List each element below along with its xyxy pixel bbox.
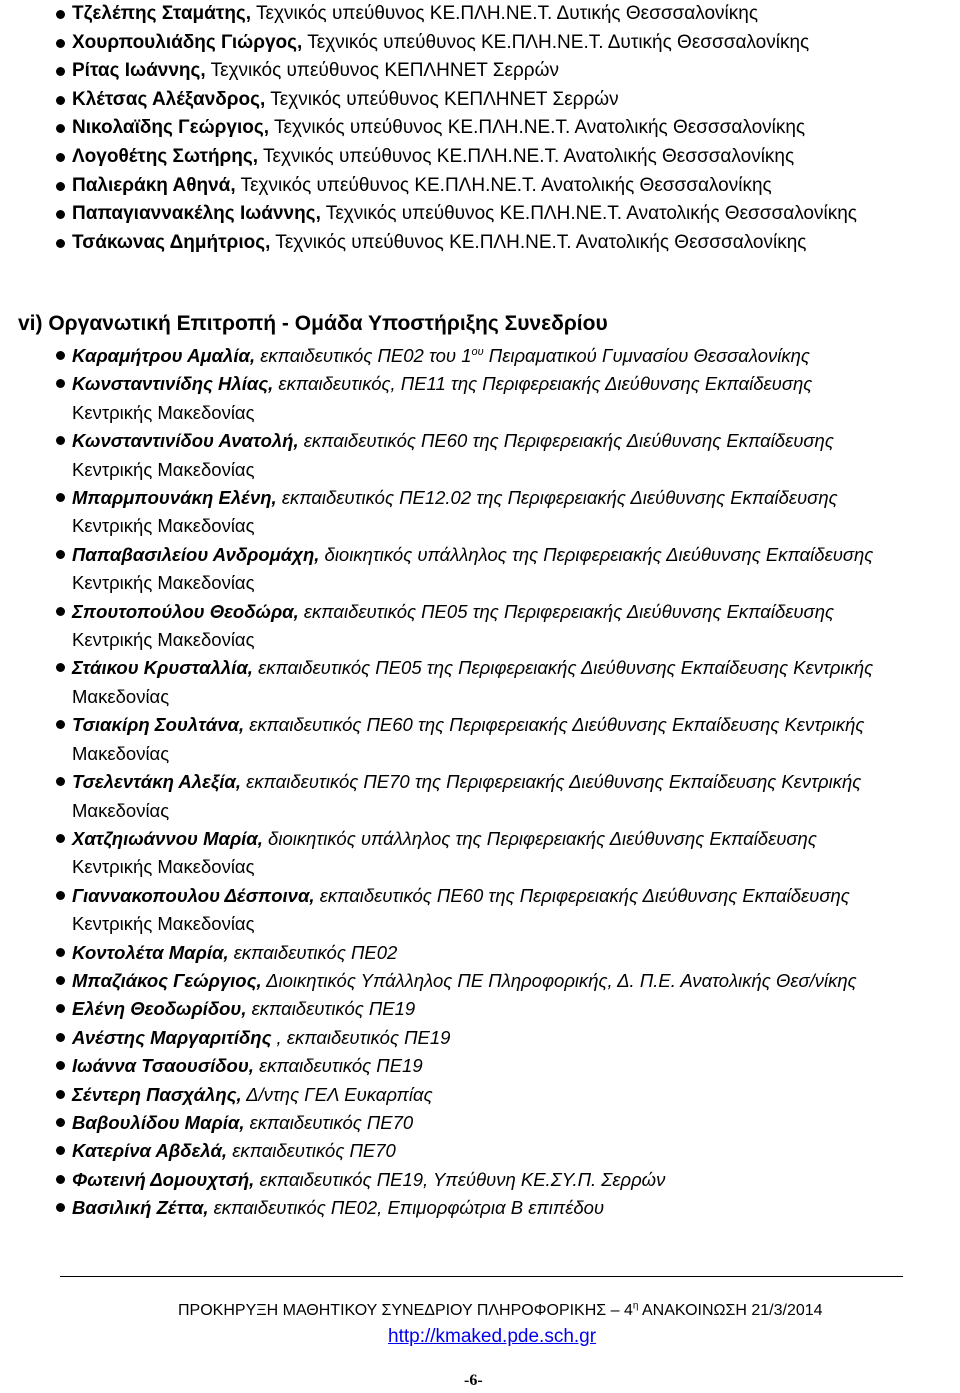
committee-member-item	[56, 484, 960, 541]
committee-member-item	[56, 1081, 960, 1109]
person-role: διοικητικός υπάλληλος της Περιφερειακής Διεύθυνσης Εκπαίδευσης	[262, 827, 817, 849]
bullet-icon	[56, 182, 65, 191]
technician-item	[56, 143, 956, 172]
person-role-wrap: Κεντρικής Μακεδονίας	[72, 572, 255, 594]
member-line	[72, 430, 834, 451]
person-role: Τεχνικός υπεύθυνος ΚΕ.ΠΛΗ.ΝΕ.Τ. Ανατολικής Θεσσσαλονίκης	[269, 117, 806, 139]
member-line	[72, 544, 873, 565]
person-role: Τεχνικός υπεύθυνος ΚΕ.ΠΛΗ.ΝΕ.Τ. Δυτικής Θεσσσαλονίκης	[251, 3, 758, 24]
person-role: εκπαιδευτικός ΠΕ05 της Περιφερειακής Διεύθυνσης Εκπαίδευσης Κεντρικής	[252, 657, 874, 679]
committee-member-item	[56, 1166, 960, 1194]
bullet-icon	[56, 1004, 65, 1013]
member-line	[72, 1027, 450, 1048]
person-name: Παλιεράκη Αθηνά,	[72, 174, 236, 196]
bullet-icon	[56, 663, 65, 672]
technician-item	[56, 229, 956, 258]
member-line	[72, 1084, 433, 1105]
committee-member-item	[56, 1137, 960, 1165]
person-name: Ρίτας Ιωάννης,	[72, 60, 206, 82]
person-name: Τζελέπης Σταμάτης,	[72, 3, 252, 24]
person-name: Κατερίνα Αβδελά,	[72, 1140, 228, 1162]
page-number: -6-	[464, 1372, 483, 1389]
member-line	[72, 1055, 423, 1076]
member-line	[72, 828, 817, 849]
person-role: εκπαιδευτικός ΠΕ70	[227, 1140, 396, 1162]
person-name: Παπαγιαννακέλης Ιωάννης,	[72, 203, 321, 225]
committee-member-item	[56, 1052, 960, 1080]
committee-member-item	[56, 541, 960, 598]
member-line	[72, 942, 397, 963]
footer-website-link[interactable]: http://kmaked.pde.sch.gr	[388, 1326, 597, 1347]
person-name: Φωτεινή Δομουχτσή,	[72, 1168, 255, 1190]
member-line	[72, 487, 838, 508]
technician-item	[56, 172, 956, 201]
person-name: Χατζηιωάννου Μαρία,	[72, 827, 263, 849]
committee-member-item	[56, 370, 960, 427]
committee-member-item	[56, 768, 960, 825]
bullet-icon	[56, 210, 65, 219]
bullet-icon	[56, 10, 65, 19]
technician-item	[56, 114, 956, 143]
member-line	[72, 657, 873, 678]
person-name: Χουρπουλιάδης Γιώργος,	[72, 31, 303, 53]
member-line	[72, 885, 850, 906]
person-name: Κωνσταντινίδου Ανατολή,	[72, 430, 299, 452]
bullet-icon	[56, 493, 65, 502]
bullet-icon	[56, 1061, 65, 1070]
bullet-icon	[56, 1033, 65, 1042]
footer-text-before: ΠΡΟΚΗΡΥΞΗ ΜΑΘΗΤΙΚΟΥ ΣΥΝΕΔΡΙΟΥ ΠΛΗΡΟΦΟΡΙΚΗΣ – 4	[178, 1302, 633, 1319]
person-role: Τεχνικός υπεύθυνος ΚΕΠΛΗΝΕΤ Σερρών	[265, 88, 619, 110]
person-role-wrap: Κεντρικής Μακεδονίας	[72, 913, 255, 935]
person-role: διοικητικός υπάλληλος της Περιφερειακής Διεύθυνσης Εκπαίδευσης	[319, 543, 874, 565]
technician-item	[56, 57, 956, 86]
bullet-icon	[56, 67, 65, 76]
bullet-icon	[56, 1118, 65, 1127]
committee-member-item	[56, 882, 960, 939]
person-name: Ανέστης Μαργαριτίδης	[72, 1026, 272, 1048]
committee-member-item	[56, 1024, 960, 1052]
member-line	[72, 1112, 413, 1133]
committee-member-item	[56, 342, 960, 370]
bullet-icon	[56, 239, 65, 248]
person-role: Τεχνικός υπεύθυνος ΚΕ.ΠΛΗ.ΝΕ.Τ. Ανατολικής Θεσσσαλονίκης	[320, 203, 857, 225]
person-role-continued: Πειραματικού Γυμνασίου Θεσσαλονίκης	[483, 345, 810, 366]
bullet-icon	[56, 1175, 65, 1184]
committee-member-item	[56, 825, 960, 882]
person-role-wrap: Μακεδονίας	[72, 799, 170, 821]
person-role: εκπαιδευτικός ΠΕ19	[246, 998, 416, 1020]
bullet-icon	[56, 607, 65, 616]
bullet-icon	[56, 351, 65, 360]
person-role-wrap: Κεντρικής Μακεδονίας	[72, 629, 255, 651]
person-name: Ελένη Θεοδωρίδου,	[72, 998, 247, 1020]
person-role: εκπαιδευτικός ΠΕ12.02 της Περιφερειακής Διεύθυνσης Εκπαίδευσης	[276, 487, 838, 509]
person-role-wrap: Κεντρικής Μακεδονίας	[72, 856, 255, 878]
person-name: Λογοθέτης Σωτήρης,	[72, 145, 259, 167]
member-line	[72, 1140, 396, 1161]
person-role: Τεχνικός υπεύθυνος ΚΕ.ΠΛΗ.ΝΕ.Τ. Δυτικής Θεσσσαλονίκης	[302, 31, 810, 53]
person-name: Γιαννακοπουλου Δέσποινα,	[72, 884, 315, 906]
person-role-wrap: Μακεδονίας	[72, 685, 170, 707]
person-role: εκπαιδευτικός ΠΕ05 της Περιφερειακής Διεύθυνσης Εκπαίδευσης	[298, 600, 834, 622]
person-role: εκπαιδευτικός ΠΕ19	[253, 1055, 423, 1077]
bullet-icon	[56, 379, 65, 388]
footer-text-after: ΑΝΑΚΟΙΝΩΣΗ 21/3/2014	[638, 1302, 823, 1319]
person-name: Κλέτσας Αλέξανδρος,	[72, 88, 266, 110]
bullet-icon	[56, 1090, 65, 1099]
person-name: Καραμήτρου Αμαλία,	[72, 345, 256, 366]
person-role: Τεχνικός υπεύθυνος ΚΕ.ΠΛΗ.ΝΕ.Τ. Ανατολικής Θεσσσαλονίκης	[258, 145, 795, 167]
member-line	[72, 601, 834, 622]
person-name: Τσιακίρη Σουλτάνα,	[72, 714, 245, 736]
committee-member-item	[56, 1109, 960, 1137]
committee-member-item	[56, 598, 960, 655]
member-line	[72, 970, 857, 991]
person-role: εκπαιδευτικός, ΠΕ11 της Περιφερειακής Διεύθυνσης Εκπαίδευσης	[273, 373, 813, 395]
bullet-icon	[56, 891, 65, 900]
member-line	[72, 1169, 665, 1190]
person-name: Στάικου Κρυσταλλία,	[72, 657, 253, 679]
footer-announcement	[178, 1302, 823, 1320]
bullet-icon	[56, 1146, 65, 1155]
ordinal-superscript: ου	[471, 345, 484, 358]
person-name: Μπαρμπουνάκη Ελένη,	[72, 487, 277, 509]
person-role-wrap: Κεντρικής Μακεδονίας	[72, 458, 255, 480]
bullet-icon	[56, 1203, 65, 1212]
bullet-icon	[56, 720, 65, 729]
section-heading: vi) Οργανωτική Επιτροπή - Ομάδα Υποστήριξης Συνεδρίου	[18, 312, 608, 335]
person-role: εκπαιδευτικός ΠΕ02 του 1	[255, 345, 472, 366]
committee-member-item	[56, 711, 960, 768]
member-line	[72, 998, 415, 1019]
person-role: Τεχνικός υπεύθυνος ΚΕ.ΠΛΗ.ΝΕ.Τ. Ανατολικής Θεσσσαλονίκης	[270, 231, 807, 253]
person-name: Σέντερη Πασχάλης,	[72, 1083, 242, 1105]
person-role: εκπαιδευτικός ΠΕ19, Υπεύθυνη ΚΕ.ΣΥ.Π. Σερρών	[254, 1168, 666, 1190]
person-role: εκπαιδευτικός ΠΕ60 της Περιφερειακής Διεύθυνσης Εκπαίδευσης Κεντρικής	[244, 714, 865, 736]
person-role: εκπαιδευτικός ΠΕ02	[228, 941, 398, 963]
member-line	[72, 345, 810, 366]
bullet-icon	[56, 976, 65, 985]
person-role: εκπαιδευτικός ΠΕ70 της Περιφερειακής Διεύθυνσης Εκπαίδευσης Κεντρικής	[241, 771, 862, 793]
technician-item	[56, 200, 956, 229]
committee-member-item	[56, 995, 960, 1023]
bullet-icon	[56, 834, 65, 843]
member-line	[72, 714, 864, 735]
person-name: Σπουτοπούλου Θεοδώρα,	[72, 600, 299, 622]
bullet-icon	[56, 948, 65, 957]
technicians-list	[56, 0, 956, 257]
committee-member-item	[56, 967, 960, 995]
technician-item	[56, 0, 956, 29]
technician-item	[56, 29, 956, 58]
member-line	[72, 771, 861, 792]
person-name: Παπαβασιλείου Ανδρομάχη,	[72, 543, 320, 565]
person-name: Τσάκωνας Δημήτριος,	[72, 231, 271, 253]
bullet-icon	[56, 550, 65, 559]
person-role: εκπαιδευτικός ΠΕ70	[244, 1111, 414, 1133]
committee-member-item	[56, 1194, 960, 1222]
person-role-wrap: Κεντρικής Μακεδονίας	[72, 515, 255, 537]
person-name: Μπαζιάκος Γεώργιος,	[72, 969, 262, 991]
member-line	[72, 1197, 604, 1218]
person-role-wrap: Κεντρικής Μακεδονίας	[72, 401, 255, 423]
person-name: Νικολαϊδης Γεώργιος,	[72, 117, 270, 139]
person-name: Τσελεντάκη Αλεξία,	[72, 771, 242, 793]
person-role: εκπαιδευτικός ΠΕ60 της Περιφερειακής Διεύθυνσης Εκπαίδευσης	[298, 430, 834, 452]
footer-divider	[60, 1276, 903, 1277]
person-role: Τεχνικός υπεύθυνος ΚΕΠΛΗΝΕΤ Σερρών	[205, 60, 559, 82]
person-role: εκπαιδευτικός ΠΕ60 της Περιφερειακής Διεύθυνσης Εκπαίδευσης	[314, 884, 850, 906]
bullet-icon	[56, 153, 65, 162]
person-role-wrap: Μακεδονίας	[72, 742, 170, 764]
person-role: Διοικητικός Υπάλληλος ΠΕ Πληροφορικής, Δ. Π.Ε. Ανατολικής Θεσ/νίκης	[261, 969, 857, 991]
committee-list	[56, 342, 960, 1223]
committee-member-item	[56, 939, 960, 967]
member-line	[72, 373, 812, 394]
committee-member-item	[56, 654, 960, 711]
bullet-icon	[56, 39, 65, 48]
person-role: , εκπαιδευτικός ΠΕ19	[271, 1026, 451, 1048]
person-name: Ιωάννα Τσαουσίδου,	[72, 1055, 254, 1077]
bullet-icon	[56, 436, 65, 445]
person-role: Τεχνικός υπεύθυνος ΚΕ.ΠΛΗ.ΝΕ.Τ. Ανατολικής Θεσσσαλονίκης	[235, 174, 772, 196]
technician-item	[56, 86, 956, 115]
person-name: Κοντολέτα Μαρία,	[72, 941, 229, 963]
bullet-icon	[56, 124, 65, 133]
person-name: Βασιλική Ζέττα,	[72, 1197, 209, 1219]
bullet-icon	[56, 96, 65, 105]
committee-member-item	[56, 427, 960, 484]
person-name: Βαβουλίδου Μαρία,	[72, 1111, 245, 1133]
person-role: εκπαιδευτικός ΠΕ02, Επιμορφώτρια Β επιπέδου	[208, 1197, 605, 1219]
footer-superscript: η	[632, 1300, 639, 1312]
person-name: Κωνσταντινίδης Ηλίας,	[72, 373, 274, 395]
bullet-icon	[56, 777, 65, 786]
person-role: Δ/ντης ΓΕΛ Ευκαρπίας	[241, 1083, 433, 1105]
